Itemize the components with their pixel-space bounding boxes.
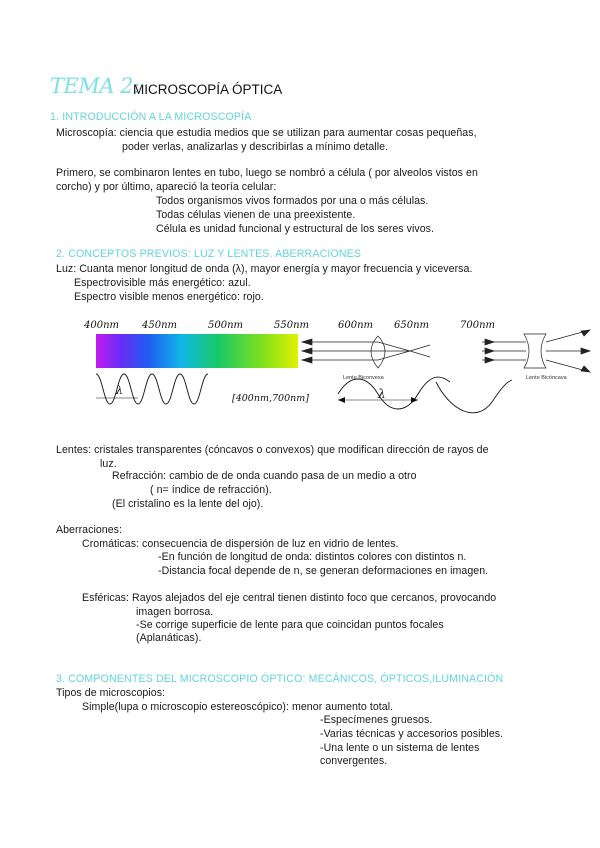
lentes-definition-cont: luz. [100, 458, 117, 470]
cromaticas-definition: Cromáticas: consecuencia de dispersión de luz en vidrio de lentes. [82, 538, 399, 550]
cell-theory-1: Todos organismos vivos formados por una o más células. [156, 195, 429, 207]
aberraciones-heading: Aberraciones: [56, 524, 123, 536]
microscopio-simple: Simple(lupa o microscopio estereoscópico): menor aumento total. [82, 701, 394, 713]
refraccion-definition: Refracción: cambio de de onda cuando pasa de un medio a otro [112, 470, 417, 482]
esfericas-definition-cont: imagen borrosa. [136, 606, 214, 618]
short-wavelength-wave [96, 374, 208, 404]
esfericas-definition: Esféricas: Rayos alejados del eje central tienen distinto foco que cercanos, provocando [82, 592, 497, 604]
esfericas-correction: -Se corrige superficie de lente para que coincidan puntos focales [136, 619, 444, 631]
biconvex-lens-diagram [302, 336, 430, 368]
history-paragraph-cont: corcho) y por último, apareció la teoría celular: [56, 181, 277, 193]
section-3-heading: 3. COMPONENTES DEL MICROSCOPIO ÓPTICO: MECÁNICOS, ÓPTICOS,ILUMINACIÓN [56, 673, 504, 685]
label-450nm: 450nm [142, 320, 178, 331]
refraccion-index: ( n= índice de refracción). [150, 484, 272, 496]
luz-rojo: Espectro visible menos energético: rojo. [74, 291, 264, 303]
cell-theory-2: Todas células vienen de una preexistente. [156, 209, 356, 221]
label-700nm: 700nm [460, 320, 496, 331]
label-650nm: 650nm [394, 320, 430, 331]
lambda-symbol-long: λ [378, 387, 386, 401]
long-wavelength-wave [338, 377, 450, 409]
label-400nm: 400nm [84, 320, 120, 331]
luz-azul: Espectrovisible más energético: azul. [74, 277, 251, 289]
visible-spectrum-bar [96, 334, 298, 368]
biconcave-lens-diagram [482, 330, 590, 372]
luz-definition: Luz: Cuanta menor longitud de onda (λ), mayor energía y mayor frecuencia y viceversa. [56, 263, 473, 275]
simple-item-2: -Varias técnicas y accesorios posibles. [320, 728, 504, 740]
label-550nm: 550nm [274, 320, 310, 331]
cell-theory-3: Célula es unidad funcional y estructural de los seres vivos. [156, 223, 434, 235]
cristalino-note: (El cristalino es la lente del ojo). [112, 498, 264, 510]
lambda-symbol-short: λ [116, 384, 123, 397]
label-600nm: 600nm [338, 320, 374, 331]
cromaticas-item-1: -En función de longitud de onda: distintos colores con distintos n. [158, 551, 467, 563]
microscopia-definition: Microscopía: ciencia que estudia medios que se utilizan para aumentar cosas pequeñas, [56, 127, 477, 139]
microscopia-definition-cont: poder verlas, analizarlas y describirlas a mínimo detalle. [122, 141, 389, 153]
section-2-heading: 2. CONCEPTOS PREVIOS: LUZ Y LENTES. ABERRACIONES [56, 248, 362, 260]
biconvex-lens-label: Lente Biconvexa [343, 375, 384, 381]
biconcave-lens-label: Lente Bicóncava [526, 375, 567, 381]
tema-label: TEMA 2: [50, 74, 140, 98]
spectrum-figure [80, 312, 600, 432]
lentes-definition: Lentes: cristales transparentes (cóncavos o convexos) que modifican dirección de rayos de [56, 444, 489, 456]
tipos-microscopios: Tipos de microscopios: [56, 687, 166, 699]
section-1-heading: 1. INTRODUCCIÓN A LA MICROSCOPÍA [50, 111, 252, 123]
history-paragraph: Primero, se combinaron lentes en tubo, luego se nombró a célula ( por alveolos vistos en [56, 167, 478, 179]
page-title: MICROSCOPÍA ÓPTICA [133, 82, 283, 97]
simple-item-3: -Una lente o un sistema de lentes [320, 742, 480, 754]
cromaticas-item-2: -Distancia focal depende de n, se generan deformaciones en imagen. [158, 565, 489, 577]
simple-item-4: convergentes. [320, 755, 388, 767]
simple-item-1: -Especímenes gruesos. [320, 714, 433, 726]
label-500nm: 500nm [208, 320, 244, 331]
esfericas-aplanaticas: (Aplanáticas). [136, 632, 202, 644]
visible-range-label: [400nm,700nm] [232, 393, 309, 404]
very-long-wavelength-wave [436, 380, 512, 413]
